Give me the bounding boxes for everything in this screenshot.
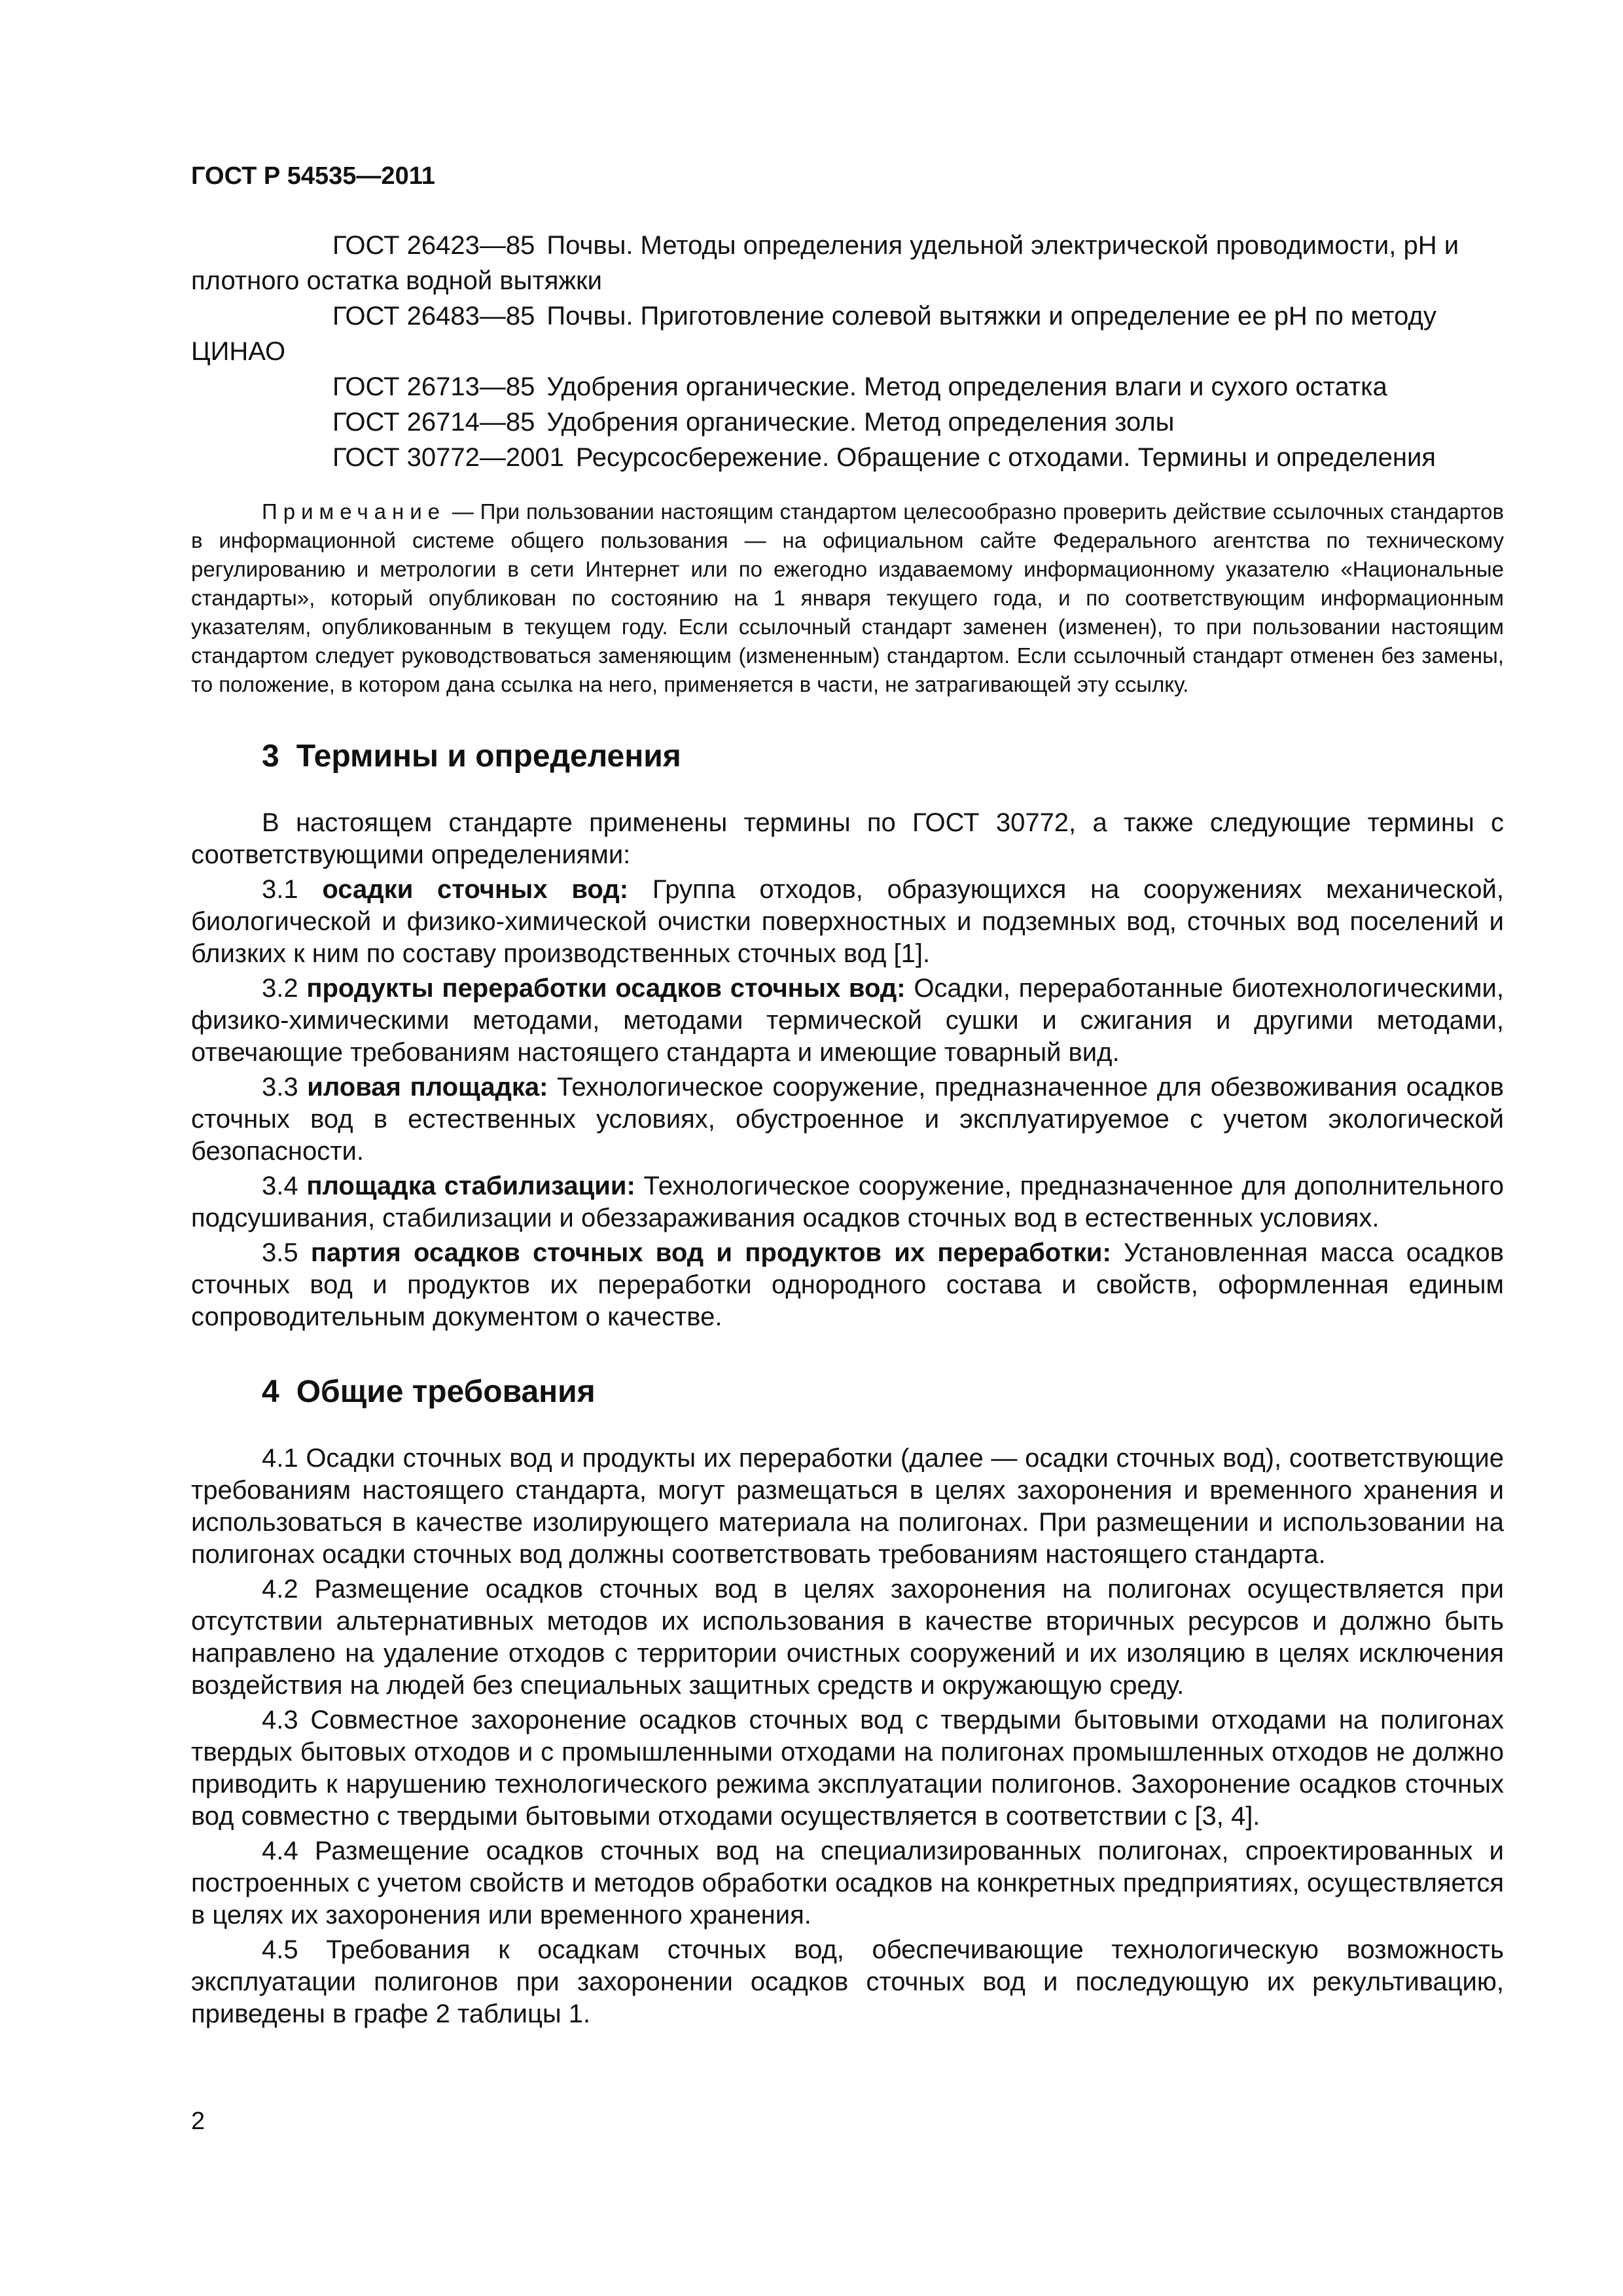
reference-code: ГОСТ 26714—85 xyxy=(332,408,535,437)
term-number: 3.4 xyxy=(262,1172,298,1200)
section-title: Термины и определения xyxy=(296,739,681,774)
reference-note xyxy=(191,497,1504,699)
reference-item xyxy=(191,369,1504,404)
term-number: 3.5 xyxy=(262,1238,298,1267)
term-definition: Осадки, переработанные биотехнологическими, физико-химическими методами, методами термической сушки и сжигания и другими методами, отвечающие требованиям настоящего стандарта и имеющие товарный вид. xyxy=(191,974,1504,1067)
term-name: партия осадков сточных вод и продуктов их переработки: xyxy=(310,1238,1111,1267)
term-paragraph xyxy=(191,874,1504,970)
reference-title: Удобрения органические. Метод определения золы xyxy=(546,408,1175,437)
note-text: — При пользовании настоящим стандартом целесообразно проверить действие ссылочных стандартов в информационной системе общего пользования — на официальном сайте Федерального агентства по техническому регулированию и метрологии в сети Интернет или по ежегодно издаваемому информационному указателю «Национальные стандарты», который опубликован по состоянию на 1 января текущего года, и по соответствующим информационным указателям, опубликованным в текущем году. Если ссылочный стандарт заменен (изменен), то при пользовании настоящим стандартом следует руководствоваться заменяющим (измененным) стандартом. Если ссылочный стандарт отменен без замены, то положение, в котором дана ссылка на него, применяется в части, не затрагивающей эту ссылку. xyxy=(191,499,1504,696)
section-title: Общие требования xyxy=(296,1374,596,1409)
section-number: 4 xyxy=(262,1374,279,1409)
term-number: 3.3 xyxy=(262,1073,298,1102)
requirement-paragraph: 4.3 Совместное захоронение осадков сточных вод с твердыми бытовыми отходами на полигонах твердых бытовых отходов и с промышленными отходами на полигонах промышленных отходов не должно приводить к нарушению технологического режима эксплуатации полигонов. Захоронение осадков сточных вод совместно с твердыми бытовыми отходами осуществляется в соответствии с [3, 4]. xyxy=(191,1706,1504,1831)
reference-item xyxy=(191,404,1504,440)
term-name: осадки сточных вод: xyxy=(322,875,629,904)
term-paragraph xyxy=(191,973,1504,1069)
term-name: площадка стабилизации: xyxy=(306,1172,635,1200)
reference-title: Почвы. Приготовление солевой вытяжки и определение ее рН по методу ЦИНАО xyxy=(191,302,1436,366)
reference-code: ГОСТ 30772—2001 xyxy=(332,443,564,472)
term-definition: Группа отходов, образующихся на сооружениях механической, биологической и физико-химической очистки поверхностных и подземных вод, сточных вод поселений и близких к ним по составу производственных сточных вод [1]. xyxy=(191,875,1504,968)
term-number: 3.1 xyxy=(262,875,298,904)
term-definition: Установленная масса осадков сточных вод и продуктов их переработки однородного состава и свойств, оформленная единым сопроводительным документом о качестве. xyxy=(191,1238,1504,1331)
page-number: 2 xyxy=(191,2108,205,2135)
term-paragraph xyxy=(191,1071,1504,1168)
reference-title: Удобрения органические. Метод определения влаги и сухого остатка xyxy=(546,372,1387,401)
section-4-heading xyxy=(191,1374,1504,1410)
section-3-heading xyxy=(191,738,1504,774)
section-3-intro: В настоящем стандарте применены термины по ГОСТ 30772, а также следующие термины с соответствующими определениями: xyxy=(191,808,1504,869)
term-name: продукты переработки осадков сточных вод: xyxy=(306,974,906,1003)
requirement-paragraph: 4.1 Осадки сточных вод и продукты их переработки (далее — осадки сточных вод), соответствующие требованиям настоящего стандарта, могут размещаться в целях захоронения и временного хранения и использоваться в качестве изолирующего материала на полигонах. При размещении и использовании на полигонах осадки сточных вод должны соответствовать требованиям настоящего стандарта. xyxy=(191,1444,1504,1569)
term-paragraph xyxy=(191,1170,1504,1234)
reference-code: ГОСТ 26713—85 xyxy=(332,372,535,401)
term-paragraph xyxy=(191,1237,1504,1333)
page-content xyxy=(191,228,1504,2033)
reference-item xyxy=(191,298,1504,369)
note-label: Примечание xyxy=(262,499,446,524)
term-definition: Технологическое сооружение, предназначенное для обезвоживания осадков сточных вод в естественных условиях, обустроенное и эксплуатируемое с учетом экологической безопасности. xyxy=(191,1073,1504,1166)
reference-item xyxy=(191,228,1504,298)
section-number: 3 xyxy=(262,739,279,774)
reference-item xyxy=(191,440,1504,475)
reference-code: ГОСТ 26483—85 xyxy=(332,302,535,331)
reference-code: ГОСТ 26423—85 xyxy=(332,231,535,260)
standard-id: ГОСТ Р 54535—2011 xyxy=(191,162,435,190)
term-number: 3.2 xyxy=(262,974,298,1003)
requirement-paragraph: 4.5 Требования к осадкам сточных вод, обеспечивающие технологическую возможность эксплуатации полигонов при захоронении осадков сточных вод и последующую их рекультивацию, приведены в графе 2 таблицы 1. xyxy=(191,1935,1504,2028)
reference-title: Ресурсосбережение. Обращение с отходами. Термины и определения xyxy=(575,443,1436,472)
requirement-paragraph: 4.2 Размещение осадков сточных вод в целях захоронения на полигонах осуществляется при отсутствии альтернативных методов их использования в качестве вторичных ресурсов и должно быть направлено на удаление отходов с территории очистных сооружений и их изоляцию в целях исключения воздействия на людей без специальных защитных средств и окружающую среду. xyxy=(191,1575,1504,1700)
reference-title: Почвы. Методы определения удельной электрической проводимости, рН и плотного остатка водной вытяжки xyxy=(191,231,1459,295)
requirement-paragraph: 4.4 Размещение осадков сточных вод на специализированных полигонах, спроектированных и построенных с учетом свойств и методов обработки осадков на конкретных предприятиях, осуществляется в целях их захоронения или временного хранения. xyxy=(191,1837,1504,1929)
references-list xyxy=(191,228,1504,475)
term-name: иловая площадка: xyxy=(307,1073,548,1102)
term-definition: Технологическое сооружение, предназначенное для дополнительного подсушивания, стабилизации и обеззараживания осадков сточных вод в естественных условиях. xyxy=(191,1172,1504,1232)
